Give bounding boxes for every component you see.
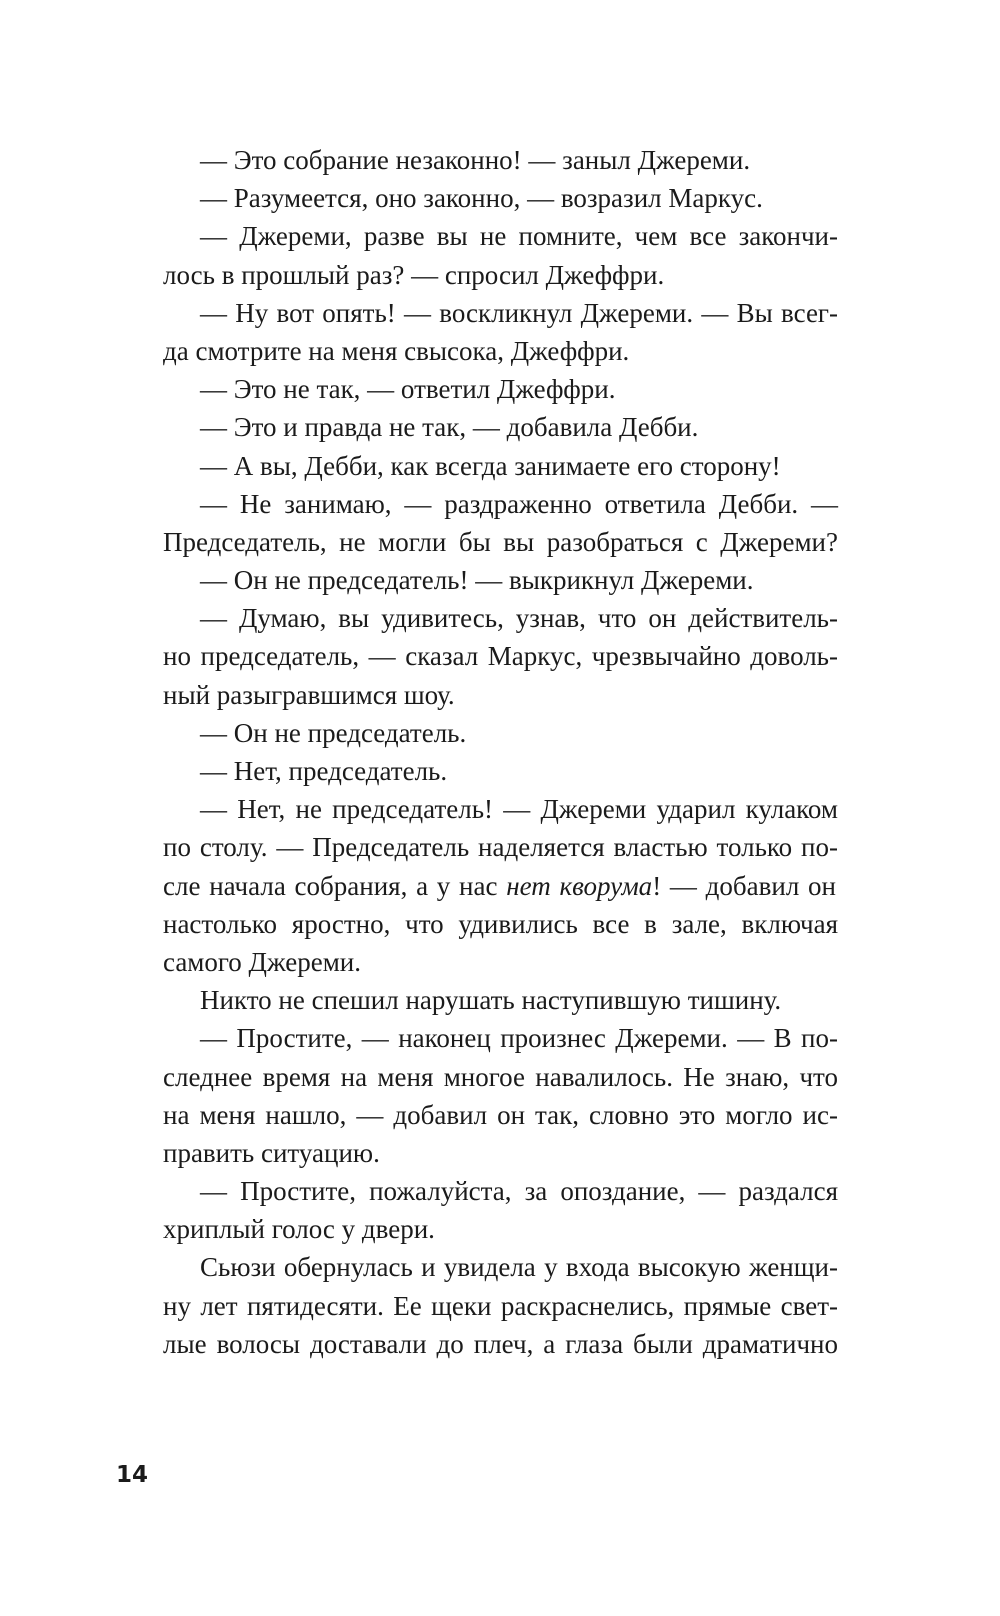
text-line: Сьюзи обернулась и увидела у входа высокую женщи- — [200, 1252, 838, 1283]
text-line: — Простите, пожалуйста, за опоздание, — раздался — [200, 1176, 838, 1207]
body-text — [163, 141, 838, 1363]
text-line: да смотрите на меня свысока, Джеффри. — [163, 335, 630, 366]
text-line: — Разумеется, оно законно, — возразил Маркус. — [200, 183, 763, 214]
text-line: ный разыгравшимся шоу. — [163, 679, 455, 710]
text-line: — Думаю, вы удивитесь, узнав, что он действитель- — [200, 603, 838, 634]
text-line: настолько яростно, что удивились все в зале, включая — [163, 908, 838, 939]
text-line: Никто не спешил нарушать наступившую тишину. — [200, 985, 782, 1016]
text-fragment: сле начала собрания, а у нас — [163, 870, 507, 901]
emphasized-text: нет кворума — [506, 870, 653, 901]
text-line: но председатель, — сказал Маркус, чрезвычайно доволь- — [163, 641, 838, 672]
text-line: Председатель, не могли бы вы разобраться с Джереми? — [163, 526, 838, 557]
text-line: по столу. — Председатель наделяется властью только по- — [163, 832, 838, 863]
text-line: — Он не председатель! — выкрикнул Джереми. — [200, 565, 754, 596]
text-line: — Простите, — наконец произнес Джереми. — В по- — [200, 1023, 838, 1054]
text-line: править ситуацию. — [163, 1137, 380, 1168]
text-line: — А вы, Дебби, как всегда занимаете его сторону! — [200, 450, 781, 481]
text-line: — Ну вот опять! — воскликнул Джереми. — Вы всег- — [200, 297, 838, 328]
text-line: — Нет, председатель. — [200, 756, 448, 786]
text-line: — Нет, не председатель! — Джереми ударил кулаком — [200, 794, 838, 825]
text-line: — Он не председатель. — [200, 717, 467, 748]
text-fragment: ! — добавил он — [652, 870, 837, 901]
text-line: хриплый голос у двери. — [163, 1214, 435, 1245]
text-line: — Не занимаю, — раздраженно ответила Дебби. — — [200, 488, 838, 519]
text-line: на меня нашло, — добавил он так, словно это могло ис- — [163, 1099, 838, 1130]
text-line: самого Джереми. — [163, 946, 362, 977]
text-line-with-emphasis — [163, 867, 838, 905]
text-line: — Это и правда не так, — добавила Дебби. — [200, 412, 699, 443]
text-line: — Это собрание незаконно! — заныл Джереми. — [200, 145, 751, 175]
text-line: — Джереми, разве вы не помните, чем все закончи- — [200, 221, 838, 252]
text-line: лые волосы доставали до плеч, а глаза были драматично — [163, 1328, 838, 1359]
page-number: 14 — [116, 1462, 149, 1488]
text-line: ну лет пятидесяти. Ее щеки раскраснелись, прямые свет- — [163, 1290, 838, 1321]
text-line: следнее время на меня многое навалилось. Не знаю, что — [163, 1061, 838, 1092]
text-line: — Это не так, — ответил Джеффри. — [200, 374, 616, 405]
text-line: лось в прошлый раз? — спросил Джеффри. — [163, 259, 665, 290]
